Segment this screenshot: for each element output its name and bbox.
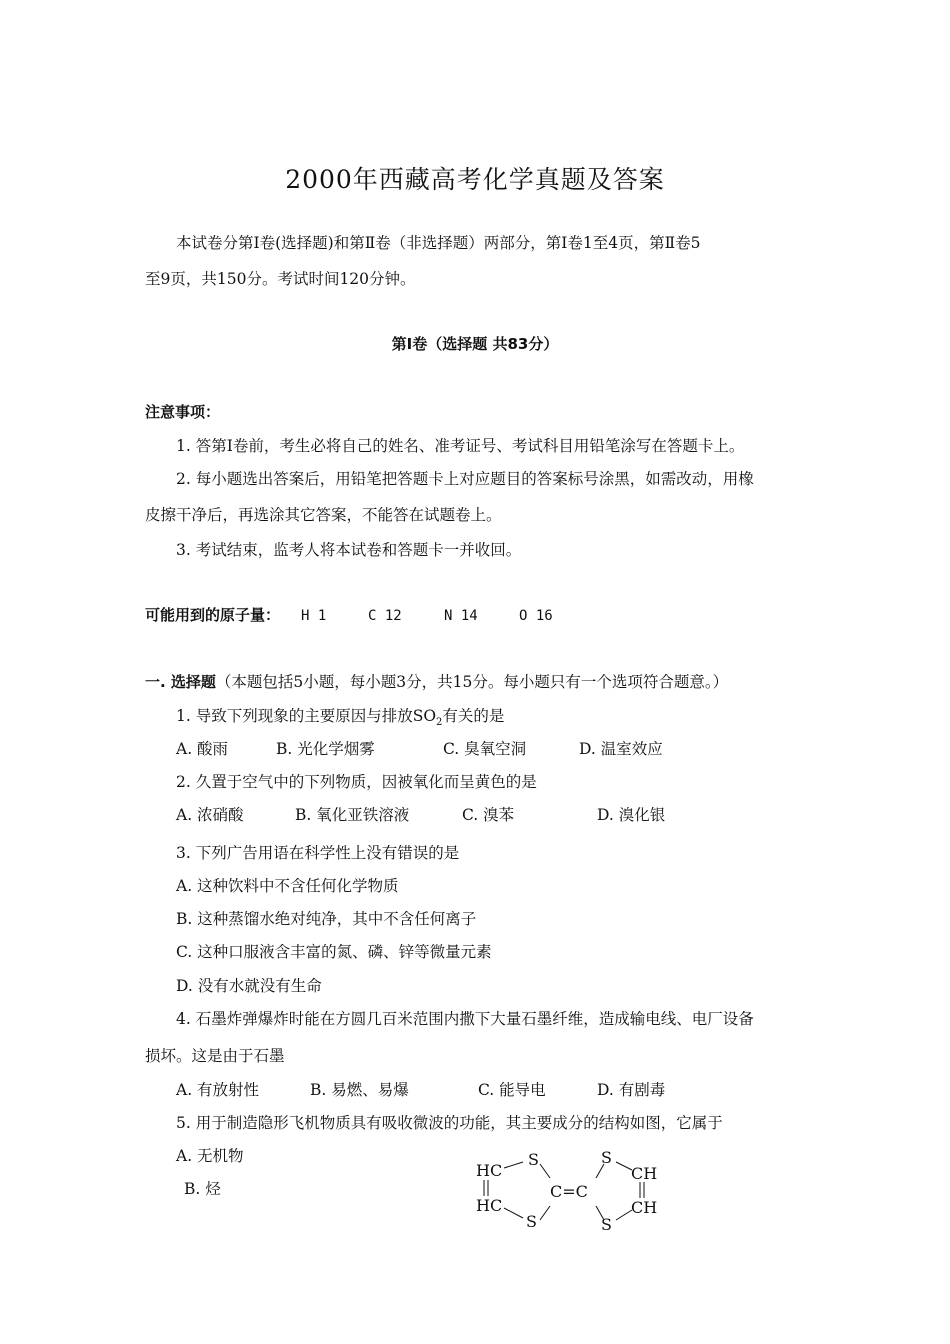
atomic-mass-c: C 12 [368, 608, 402, 624]
q1-stem-text: 1. 导致下列现象的主要原因与排放SO [176, 707, 437, 725]
q2-option-a: A. 浓硝酸 [176, 806, 244, 824]
structure-ch-bottom: CH [631, 1198, 658, 1217]
q1-subscript: 2 [436, 717, 443, 729]
atomic-mass-n: N 14 [444, 608, 478, 624]
atomic-mass-h: H 1 [301, 608, 327, 624]
atomic-masses-row [145, 604, 553, 625]
q4-option-c: C. 能导电 [478, 1081, 546, 1099]
atomic-masses-label: 可能用到的原子量： [145, 606, 281, 624]
q5-option-a: A. 无机物 [176, 1147, 244, 1165]
intro-line-2: 至9页，共150分。考试时间120分钟。 [145, 270, 416, 288]
notes-heading: 注意事项： [145, 403, 221, 421]
note-item-2-line-2: 皮擦干净后，再选涂其它答案，不能答在试题卷上。 [145, 506, 502, 524]
page-title: 2000年西藏高考化学真题及答案 [285, 165, 665, 194]
structure-s-bottom-left: S [526, 1212, 537, 1231]
note-item-3: 3. 考试结束，监考人将本试卷和答题卡一并收回。 [176, 541, 522, 559]
question-3-stem: 3. 下列广告用语在科学性上没有错误的是 [176, 844, 460, 862]
structure-center: C=C [550, 1182, 588, 1201]
structure-hc-top: HC [476, 1161, 503, 1180]
question-4-stem-line-2: 损坏。这是由于石墨 [145, 1047, 285, 1065]
atomic-mass-o: O 16 [519, 608, 553, 624]
part1-header [145, 670, 728, 692]
q2-option-c: C. 溴苯 [462, 806, 515, 824]
structure-ch-top: CH [631, 1164, 658, 1183]
q1-stem-text-end: 有关的是 [442, 707, 505, 725]
bond-s-c-top-left [540, 1164, 550, 1178]
structure-s-bottom-right: S [601, 1215, 612, 1234]
structure-hc-bottom: HC [476, 1196, 503, 1215]
part1-description: （本题包括5小题，每小题3分，共15分。每小题只有一个选项符合题意。） [215, 673, 729, 691]
structure-s-top-right: S [601, 1148, 612, 1167]
bond-hc-s-top [504, 1162, 523, 1168]
bond-s-ch-bottom [616, 1210, 632, 1220]
question-4-stem-line-1: 4. 石墨炸弹爆炸时能在方圆几百米范围内撒下大量石墨纤维，造成输电线、电厂设备 [176, 1010, 754, 1028]
q2-option-d: D. 溴化银 [597, 806, 666, 824]
intro-line-1: 本试卷分第Ⅰ卷(选择题)和第Ⅱ卷（非选择题）两部分，第Ⅰ卷1至4页，第Ⅱ卷5 [176, 234, 701, 252]
question-5-stem: 5. 用于制造隐形飞机物质具有吸收微波的功能，其主要成分的结构如图，它属于 [176, 1114, 723, 1132]
q2-option-b: B. 氧化亚铁溶液 [295, 806, 410, 824]
q1-option-c: C. 臭氧空洞 [443, 740, 527, 758]
bond-s-c-bottom-left [540, 1206, 550, 1220]
q1-option-a: A. 酸雨 [176, 740, 229, 758]
q1-option-b: B. 光化学烟雾 [276, 740, 375, 758]
q5-option-b: B. 烃 [184, 1180, 221, 1198]
structure-s-top-left: S [528, 1150, 539, 1169]
section-title: 第Ⅰ卷（选择题 共83分） [391, 335, 559, 353]
molecular-structure-diagram [470, 1140, 670, 1240]
q3-option-d: D. 没有水就没有生命 [176, 977, 322, 995]
part1-heading: 一. 选择题 [145, 673, 216, 691]
question-1-stem [176, 704, 504, 728]
note-item-1: 1. 答第Ⅰ卷前，考生必将自己的姓名、准考证号、考试科目用铅笔涂写在答题卡上。 [176, 437, 745, 455]
q4-option-d: D. 有剧毒 [597, 1081, 666, 1099]
bond-s-ch-top [616, 1162, 632, 1170]
q3-option-a: A. 这种饮料中不含任何化学物质 [176, 877, 399, 895]
q3-option-b: B. 这种蒸馏水绝对纯净，其中不含任何离子 [176, 910, 477, 928]
bond-hc-s-bottom [504, 1208, 523, 1218]
q3-option-c: C. 这种口服液含丰富的氮、磷、锌等微量元素 [176, 943, 492, 961]
q4-option-b: B. 易燃、易爆 [310, 1081, 409, 1099]
question-2-stem: 2. 久置于空气中的下列物质，因被氧化而呈黄色的是 [176, 773, 537, 791]
q4-option-a: A. 有放射性 [176, 1081, 260, 1099]
q1-option-d: D. 温室效应 [579, 740, 663, 758]
note-item-2-line-1: 2. 每小题选出答案后，用铅笔把答题卡上对应题目的答案标号涂黑，如需改动，用橡 [176, 470, 754, 488]
